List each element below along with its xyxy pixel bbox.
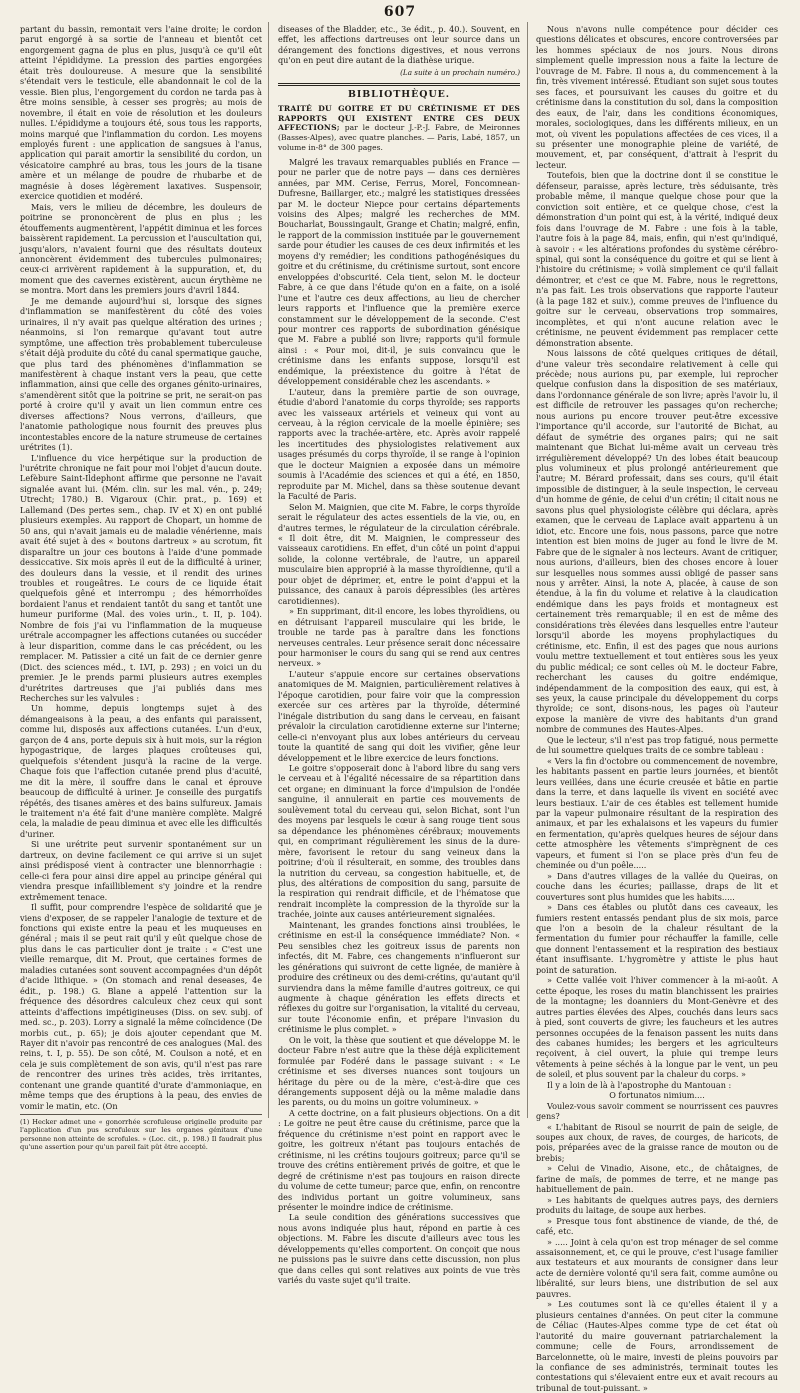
footnote: (1) Hecker admet une « gonorrhée scrofuleuse originelle produite par l'application d'un pus scrofuleux sur les organes génitaux d'une personne non atteinte de scrofules. » (Loc. cit., p. 198.) Il faudrait plus qu'une assertion pour qu'un pareil fait pût être accepté.	[20, 1114, 262, 1151]
paragraph: » Les coutumes sont là ce qu'elles étaient il y a plusieurs centaines d'années. On peut citer la commune de Céliac (Hautes-Alpes comme type de cet état où l'autorité du maire gouvernant patriarchalement la commune; celle de Fours, arrondissement de Barcelonnette, où le maire, investi de pleins pouvoirs par la confiance de ses administrés, terminait toutes les contestations qui s'élevaient entre eux et avait recours au tribunal de tout-puissant. »	[536, 1299, 778, 1393]
review-title	[278, 104, 520, 153]
paragraph-continued: diseases of the Bladder, etc., 3e édit., p. 40.). Souvent, en effet, les affections dartreuses ont leur source dans un dérangement des fonctions digestives, et nous verrons qu'on en peut dire autant de la diathèse urique.	[278, 24, 520, 66]
paragraph: L'auteur s'appuie encore sur certaines observations anatomiques de M. Maignien, particulièrement relatives à l'époque carotidien, pour faire voir que la compression exercée sur ces artères par la thyroïde, déterminé l'inégale distribution du sang dans le cerveau, en faisant prévaloir la circulation carotidienne externe sur l'interne; celle-ci n'envoyant plus aux lobes antérieurs du cerveau toute la quantité de sang qui doit les vivifier, gêne leur développement et le libre exercice de leurs fonctions.	[278, 668, 520, 763]
paragraph: Maintenant, les grandes fonctions ainsi troublées, le crétinisme en est-il la conséquence immédiate? Non. « Peu sensibles chez les goitreux issus de parents non infectés, dit M. Fabre, ces changements n'influeront sur les générations qui suivront de cette lignée, de manière à produire des crétineux ou des demi-crétins, qu'autant qu'il surviendra dans la même famille d'autres goitreux, ce qui augmente à chaque génération les effets directs et réflexes du goitre sur l'organisation, la vitalité du cerveau, sur toute l'économie enfin, et prépare l'invasion du crétinisme le plus complet. »	[278, 919, 520, 1035]
paragraph: Il y a loin de là à l'apostrophe du Mantouan :	[547, 1079, 732, 1090]
paragraph: » Presque tous font abstinence de viande, de thé, de café, etc.	[536, 1215, 778, 1237]
column-left	[20, 24, 262, 1152]
paragraph: » Cette vallée voit l'hiver commencer à la mi-août. A cette époque, les roses du matin blanchissent les prairies de la montagne; les doanniers du Mont-Genèvre et des autres parties élevées des Alpes, couchés dans leurs sacs à pied, sont couverts de givre; les faucheurs et les autres personnes occupées de la fenaison passent les nuits dans des cabanes humides; les bergers et les agriculteurs reçoivent, à ciel ouvert, la pluie qui trempe leurs vêtements à peine séchés à la longue par le vent, un peu de soleil, et plus souvent par la chaleur du corps. »	[536, 975, 778, 1080]
paragraph: La seule condition des générations successives que nous avons indiquée plus haut, répond en partie à ces objections. M. Fabre les discute d'ailleurs avec tous les développements qu'elles comportent. On conçoit que nous ne puissions pas le suivre dans cette discussion, non plus que dans celles qui sont relatives aux points de vue très variés du vaste sujet qu'il traite.	[278, 1212, 520, 1286]
paragraph: » Dans d'autres villages de la vallée du Queiras, on couche dans les écuries; paillasse, draps de lit et couvertures sont plus humides que les habits.....	[536, 870, 778, 902]
column-rule-right	[527, 22, 528, 1118]
column-middle	[278, 24, 521, 1286]
paragraph: Nous laissons de côté quelques critiques de détail, d'une valeur très secondaire relativement à celle qui précède; nous aurions pu, par exemple, lui reprocher quelque confusion dans la disposition de ses matériaux, dans l'ordonnance générale de son livre; après l'avoir lu, il est difficile de retrouver les passages qu'on recherche; nous aurions pu encore trouver peut-être excessive l'importance qu'il accorde, sur l'autorité de Bichat, au défaut de symétrie des organes pairs; qui ne sait maintenant que Bichat lui-même avait un cerveau très irrégulièrement développé? Un des lobes était beaucoup plus volumineux et plus prolongé antérieurement que l'autre; M. Bérard professait, dans ses cours, qu'il était impossible de distinguer, à la seule inspection, le cerveau d'un homme de génie, de celui d'un crétin; il citait nous ne savons plus quel physiologiste célèbre qui déclara, après examen, que le cerveau de Laplace avait appartenu à un idiot, etc. Encore une fois, nous passons, parce que notre intention est bien moins de juger au fond le livre de M. Fabre que de le signaler à nos lecteurs. Avant de critiquer, nous aurions, d'ailleurs, bien des choses encore à louer sur lesquelles nous sommes aussi obligé de passer sans nous y arrêter. Ainsi, la note A, placée, à cause de son étendue, à la fin du volume et relative à la claudication endémique dans les pays froids et montagneux est certainement très remarquable; il en est de même des considérations très élevées dans lesquelles entre l'auteur lorsqu'il aborde les moyens prophylactiques du crétinisme, etc. Enfin, il est des pages que nous aurions voulu mettre textuellement et tout entières sous les yeux du public médical; ce sont celles où M. le docteur Fabre, recherchant les causes du goitre endémique, indépendamment de la composition des eaux, qui est, à ses yeux, la cause principale du développement du corps thyroïde; ce sont, disons-nous, les pages où l'auteur expose la manière de vivre des habitants d'un grand nombre de communes des Hautes-Alpes.	[536, 348, 778, 735]
paragraph: Il suffit, pour comprendre l'espèce de solidarité que je viens d'exposer, de se rappeler l'analogie de texture et de fonctions qui existe entre la peau et les muqueuses en général ; mais il se peut rait qu'il y eût quelque chose de plus dans le cas particulier dont je traite : « C'est une vieille remarque, dit M. Prout, que certaines formes de maladies cutanées sont souvent accompagnées d'un dépôt d'acide lithique. » (On stomach and renal deseases, 4e édit., p. 198.) G. Blane a appelé l'attention sur la fréquence des désordres calculeux chez ceux qui sont atteints d'affections impétigineuses (Diss. on sev. subj. of med. sc., p. 203). Lorry a signalé la même coïncidence (De morbis cut., p. 65); je dois ajouter cependant que M. Rayer dit n'avoir pas rencontré de ces analogues (Mal. des reins, t. I, p. 55). De son côté, M. Coulson a noté, et en cela je suis complètement de son avis, qu'il n'est pas rare de rencontrer des urines très acides, très irritantes, contenant une grande quantité d'urate d'ammoniaque, en même temps que des éruptions à la peau, des envies de vomir le matin, etc. (On	[20, 902, 262, 1111]
paragraph: » Les habitants de quelques autres pays, des derniers produits du laitage, de soupe aux herbes.	[536, 1194, 778, 1216]
paragraph: Si une urétrite peut survenir spontanément sur un dartreux, on devine facilement ce qui arrive si un sujet ainsi prédisposé vient à contracter une blennorrhagie : celle-ci fera pour ainsi dire appel au principe général qui viendra presque infailliblement s'y joindre et la rendre extrêmement tenace.	[20, 839, 262, 902]
paragraph: Le goitre s'opposerait donc à l'abord libre du sang vers le cerveau et à l'égalité nécessaire de sa répartition dans cet organe; en diminuant la force d'impulsion de l'ondée sanguine, il annulerait en partie ces mouvements de soulèvement total du cerveau qui, selon Bichat, sont l'un des moyens par lesquels le cœur à sang rouge tient sous sa dépendance les phénomènes cérébraux; mouvements qui, en comprimant régulièrement les sinus de la dure-mère, favorisent le retour du sang veineux dans la poitrine; d'où il résulterait, en somme, des troubles dans la nutrition du cerveau, sa congestion habituelle, et, de plus, des altérations de composition du sang, parsuite de la respiration qui rendrait difficile, et de l'hématose que rendrait incomplète la compression de la thyroïde sur la trachée, jointe aux causes antérieurement signalées.	[278, 762, 520, 920]
page-number: 607	[383, 4, 417, 20]
paragraph: Malgré les travaux remarquables publiés en France — pour ne parler que de notre pays — dans ces dernières années, par MM. Cerise, Ferrus, Morel, Foncomnean-Dufresne, Baillarger, etc.; malgré les statistiques dressées par M. le docteur Niepce pour certains départements voisins des Alpes; malgré les recherches de MM. Boucharlat, Boussingault, Grange et Chatin; malgré, enfin, le rapport de la commission instituée par le gouvernement sarde pour étudier les causes de ces deux infirmités et les moyens d'y remédier; les conditions pathogénésiques du goitre et du crétinisme, du crétinisme surtout, sont encore enveloppées d'obscurité. Cela tient, selon M. le docteur Fabre, à ce que dans l'étude qu'on en a faite, on a isolé l'une et l'autre ces deux affections, au lieu de chercher leurs rapports et l'influence que la première exerce constamment sur le développement de la seconde. C'est pour montrer ces rapports de subordination génésique que M. Fabre a publié son livre; rapports qu'il formule ainsi : « Pour moi, dit-il, je suis convaincu que le crétinisme dans les enfants suppose, lorsqu'il est endémique, la préexistence du goitre à l'état de développement considérable chez les ascendants. »	[278, 156, 521, 387]
paragraph: Je me demande aujourd'hui si, lorsque des signes d'inflammation se manifestèrent du côté des voies urinaires, il n'y avait pas quelque altération des urines ; néanmoins, si l'on remarque qu'avant tout autre symptôme, une affection très probablement tuberculeuse s'était déjà produite du côté du canal spermatique gauche, que plus tard des phénomènes d'inflammation se manifestèrent à chaque instant vers la peau, que cette inflammation, ainsi que celle des organes génito-urinaires, s'amendèrent sitôt que la poitrine se prit, ne serait-on pas porté à croire qu'il y avait un lien commun entre ces diverses affections? Nous verrons, d'ailleurs, que l'anatomie pathologique nous fournit des preuves plus incontestables encore de la nature strumeuse de certaines urétrites (1).	[20, 295, 262, 453]
review-title-details: par le docteur J.-P.-J. Fabre, de Meironnes (Basses-Alpes), avec quatre planches. — Paris, Labé, 1857, un volume in-8° de 300 pages.	[278, 123, 520, 152]
paragraph: Que le lecteur, s'il n'est pas trop fatigué, nous permette de lui soumettre quelques traits de ce sombre tableau :	[536, 734, 778, 756]
paragraph: L'influence du vice herpétique sur la production de l'urétrite chronique ne fait pour moi l'objet d'aucun doute. Lefèbure Saint-Ildephont affirme que personne ne l'avait signalée avant lui. (Mém. clin. sur les mal. vén., p. 249; Utrecht; 1780.) B. Vigaroux (Chir. prat., p. 169) et Lallemand (Des pertes sem., chap. IV et X) en ont publié plusieurs exemples. Au rapport de Chopart, un homme de 50 ans, qui n'avait jamais eu de maladie vénérienne, mais avait été sujet à des « boutons dartreux » au scrotum, fit disparaître un jour ces boutons à l'aide d'une pommade dessiccative. Six mois après il eut de la difficulté à uriner, des douleurs dans la vessie, et il rendit des urines troubles et rougeâtres. Le cours de ce liquide était quelquefois gêné et interrompu ; des hémorrhoïdes bordaient l'anus et rendaient tantôt du sang et tantôt une humeur puriforme (Mal. des voies urin., t. II, p. 104). Nombre de fois j'ai vu l'inflammation de la muqueuse urétrale accompagner les affections cutanées ou succéder à leur disparition, comme dans le cas précédent, ou les remplacer. M. Patissier a cité un fait de ce dernier genre (Dict. des sciences méd., t. LVI, p. 293) ; en voici un du premier. Je le prends parmi plusieurs autres exemples d'urétrites dartreuses que j'ai publiés dans mes Recherches sur les valvules :	[20, 452, 262, 703]
paragraph: Toutefois, bien que la doctrine dont il se constitue le défenseur, paraisse, après lecture, très séduisante, très probable même, il manque quelque chose pour que la conviction soit entière, et ce quelque chose, c'est la démonstration d'un point qui est, à la vérité, indiqué deux fois dans l'ouvrage de M. Fabre : une fois à la table, l'autre fois à la page 84, mais, enfin, qui n'est qu'indiqué, à savoir : « les altérations profondes du système cérébro-spinal, qui sont la conséquence du goitre et qui se lient à l'histoire du crétinisme; » voilà simplement ce qu'il fallait démontrer, et c'est ce que M. Fabre, nous le regrettons, n'a pas fait. Les trois observations que rapporte l'auteur (à la page 182 et suiv.), comme preuves de l'influence du goitre sur le cerveau, observations trop sommaires, incomplètes, et qui n'ont aucune relation avec le crétinisme, ne peuvent évidemment pas remplacer cette démonstration absente.	[536, 170, 778, 348]
continuation-note: (La suite à un prochain numéro.)	[400, 67, 520, 77]
paragraph: « L'habitant de Risoul se nourrit de pain de seigle, de soupes aux choux, de raves, de courges, de haricots, de pois, préparées avec de la graisse rance de mouton ou de brebis;	[536, 1121, 778, 1163]
review-title-caps: TRAITÉ DU GOITRE ET DU CRÉTINISME ET DES RAPPORTS QUI EXISTENT ENTRE CES DEUX AFFECTIONS;	[278, 103, 520, 133]
quotation-line: O fortunatos nimium....	[609, 1090, 705, 1101]
paragraph: Voulez-vous savoir comment se nourrissent ces pauvres gens?	[536, 1100, 778, 1122]
column-right	[536, 24, 778, 1393]
paragraph: » Dans ces étables ou plutôt dans ces caveaux, les fumiers restent entassés pendant plus de six mois, parce que l'on a besoin de la chaleur résultant de la fermentation du fumier pour réchauffer la famille, celle que donnent l'entassement et la respiration des bestiaux étant insuffisante. L'hygromètre y attiste le plus haut point de saturation.	[536, 902, 778, 975]
section-divider	[278, 83, 520, 86]
section-heading: BIBLIOTHÈQUE.	[347, 89, 451, 101]
paragraph: » En supprimant, dit-il encore, les lobes thyroïdiens, ou en détruisant l'appareil musculaire qui les bride, le trouble ne tarde pas à paraître dans les fonctions nerveuses centrales. Leur présence serait donc nécessaire pour harmoniser le cours du sang qui se rend aux centres nerveux. »	[278, 606, 520, 669]
paragraph: » ..... Joint à cela qu'on est trop ménager de sel comme assaisonnement, et, ce qui le prouve, c'est l'usage familier aux testateurs et aux mourants de consigner dans leur acte de dernière volonté qu'il sera fait, comme aumône ou libéralité, sur leurs biens, une distribution de sel aux pauvres.	[536, 1236, 778, 1299]
paragraph: Nous n'avons nulle compétence pour décider ces questions délicates et obscures, encore controversées par les hommes spéciaux de nos jours. Nous dirons simplement quelle impression nous a faite la lecture de l'ouvrage de M. Fabre. Il nous a, du commencement à la fin, très vivement intéressé. Étudiant son sujet sous toutes ses faces, et poursuivant les causes du goitre et du crétinisme dans la constitution du sol, dans la composition des eaux, de l'air, dans les conditions économiques, morales, sociologiques, dans les différents milieux, en un mot, où vivent les populations affectées de ces vices, il a su présenter une monographie pleine de variété, de mouvement, et, par conséquent, d'attrait à l'esprit du lecteur.	[536, 24, 778, 170]
paragraph: A cette doctrine, on a fait plusieurs objections. On a dit : Le goitre ne peut être cause du crétinisme, parce que la fréquence du crétinisme n'est point en rapport avec le goitre, les goitreux n'étant pas toujours entachés de crétinisme, ni les crétins toujours goitreux; parce qu'il se trouve des crétins entièrement privés de goitre, et que le degré de crétinisme n'est pas toujours en raison directe du volume de cette tumeur; parce que, enfin, on rencontre des individus portant un goitre volumineux, sans présenter le moindre indice de crétinisme.	[278, 1107, 520, 1213]
paragraph: Selon M. Maignien, que cite M. Fabre, le corps thyroïde serait le régulateur des actes essentiels de la vie, ou, en d'autres termes, le régulateur de la circulation cérébrale. « Il doit être, dit M. Maignien, le compresseur des vaisseaux carotidiens. En effet, d'un côté un point d'appui solide, la colonne vertébrale, de l'autre, un appareil musculaire bien approprié à la masse thyroïdienne, qu'il a pour objet de déprimer, et, entre le point d'appui et la puissance, des canaux à parois dépressibles (les artères carotidiennes).	[278, 501, 520, 606]
paragraph: Un homme, depuis longtemps sujet à des démangeaisons à la peau, a des enfants qui paraissent, comme lui, disposés aux affections cutanées. L'un d'eux, garçon de 4 ans, porte depuis six à huit mois, sur la région hypogastrique, de larges plaques croûteuses qui, quelquefois s'étendent jusqu'à la racine de la verge. Chaque fois que l'affection cutanée prend plus d'acuité, me dit la mère, il souffre dans le canal et éprouve beaucoup de difficulté à uriner. Je conseille des purgatifs répétés, des tisanes amères et des bains sulfureux. Jamais le traitement n'a été fait d'une manière complète. Malgré cela, la maladie de peau diminua et avec elle les difficultés d'uriner.	[20, 703, 262, 839]
paragraph: On le voit, la thèse que soutient et que développe M. le docteur Fabre n'est autre que la thèse déjà explicitement formulée par Fodéré dans le passage suivant : « Le crétinisme et ses diverses nuances sont toujours un héritage du père ou de la mère, c'est-à-dire que ces dérangements supposent déjà ou la même maladie dans les parents, ou du moins un goitre volumineux. »	[278, 1034, 520, 1108]
paragraph: « Vers la fin d'octobre ou commencement de novembre, les habitants passent en partie leurs journées, et bientôt leurs veillées, dans une écurie creusée et bâtie en partie dans la terre, et dans laquelle ils vivent en société avec leurs bestiaux. L'air de ces étables est tellement humide par la vapeur pulmonaire résultant de la respiration des animaux, et par les exhalaisons et les vapeurs du fumier en fermentation, qu'après quelques heures de séjour dans cette atmosphère les vêtements s'imprègnent de ces vapeurs, et fument si l'on se place près d'un feu de cheminée ou d'un poêle.....	[536, 755, 778, 871]
paragraph: Mais, vers le milieu de décembre, les douleurs de poitrine se prononcèrent de plus en plus ; les étouffements augmentèrent, l'appétit diminua et les forces baissèrent rapidement. La percussion et l'auscultation qui, jusqu'alors, n'avaient fourni que des résultats douteux annoncèrent évidemment des tubercules pulmonaires; ceux-ci arrivèrent rapidement à la suppuration, et, du moment que des cavernes existèrent, aucun érythème ne se montra. Mort dans les premiers jours d'avril 1844.	[20, 201, 262, 296]
paragraph: partant du bassin, remontait vers l'aine droite; le cordon parut engorgé à sa sortie de l'anneau et bientôt cet engorgement gagna de plus en plus, jusqu'à ce qu'il eût atteint l'épididyme. La pression des parties engorgées était très douloureuse. A mesure que la sensibilité s'étendait vers le testicule, elle abandonnait le col de la vessie. Bien plus, l'engorgement du cordon ne tarda pas à être moins sensible, à cesser ses progrès; au mois de novembre, il était en voie de résolution et les douleurs nulles. L'épididyme a toujours été, sous tous les rapports, moins marqué que l'inflammation du cordon. Les moyens employés furent : une application de sangsues à l'anus, application qui parait amortir la sensibilité du cordon, un vésicatoire camphré au bras, tous les jours de la tisane amère et un mélange de poudre de rhubarbe et de magnésie à doses légèrement laxatives. Suspensoir, exercice quotidien et modéré.	[20, 24, 262, 202]
paragraph: » Celui de Vinadio, Aisone, etc., de châtaignes, de farine de maïs, de pommes de terre, et ne mange pas habituellement de pain.	[536, 1163, 778, 1195]
column-rule-left	[268, 22, 269, 1118]
paragraph: L'auteur, dans la première partie de son ouvrage, étudie d'abord l'anatomie du corps thyroïde; ses rapports avec les vaisseaux artériels et veineux qui vont au cerveau, à la région cervicale de la moelle épinière; ses rapports avec la trachée-artère, etc. Après avoir rappelé les incertitudes des physiologistes relativement aux usages présumés du corps thyroïde, il se range à l'opinion que le docteur Maignien a exposée dans un mémoire soumis à l'Académie des sciences et qui a été, en 1850, reproduite par M. Michel, dans sa thèse soutenue devant la Faculté de Paris.	[278, 386, 520, 502]
